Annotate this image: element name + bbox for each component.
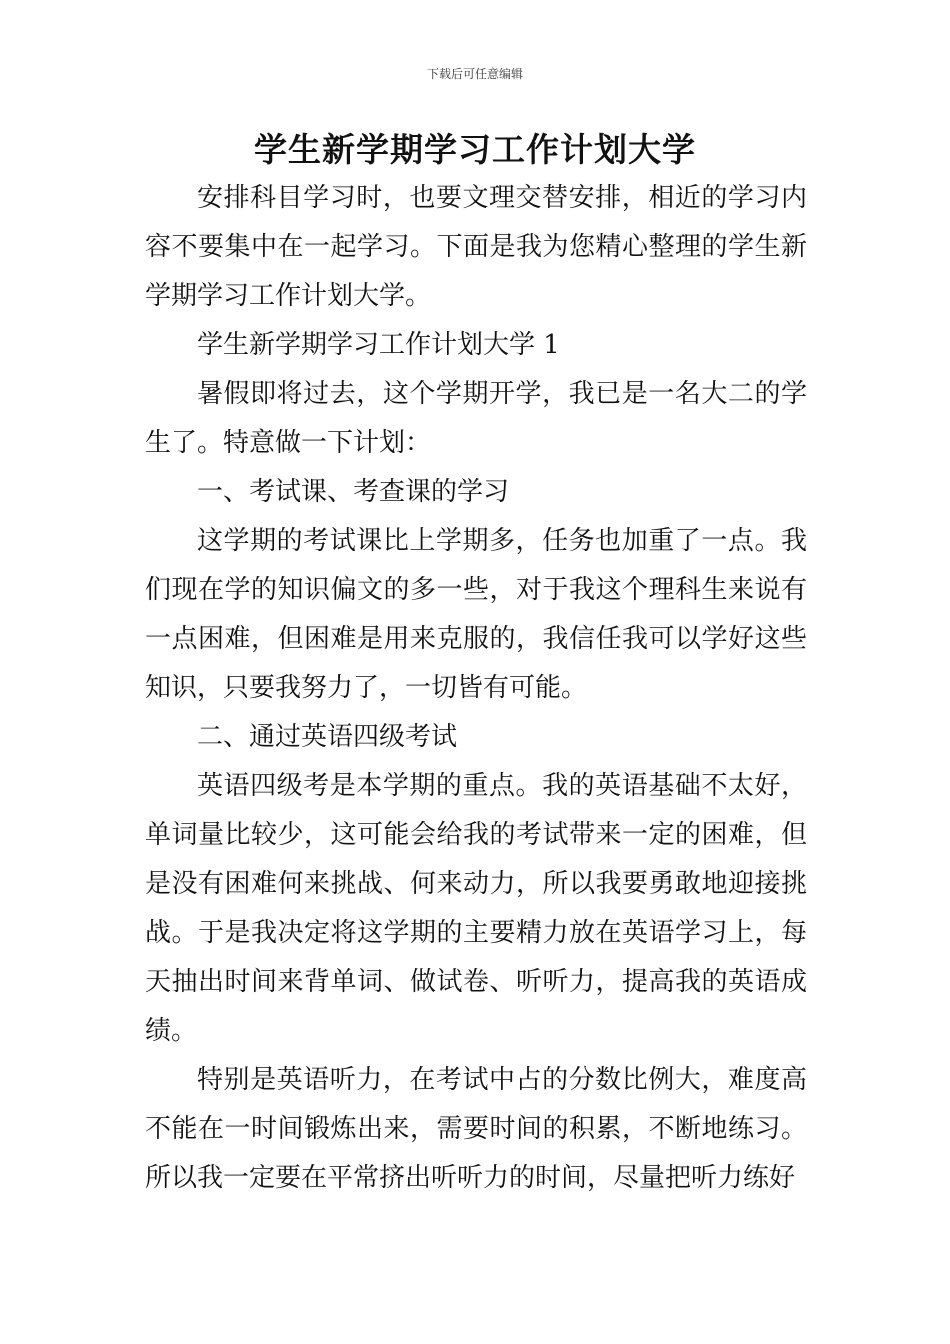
section-heading-exam-courses: 一、考试课、考查课的学习 [197,477,510,507]
intro-paragraph: 安排科目学习时，也要文理交替安排，相近的学习内容不要集中在一起学习。下面是我为您精心整理的学生新学期学习工作计划大学。 [145,183,807,311]
body-paragraph: 英语四级考是本学期的重点。我的英语基础不太好，单词量比较少，这可能会给我的考试带来一定的困难，但是没有困难何来挑战、何来动力，所以我要勇敢地迎接挑战。于是我决定将这学期的主要精力放在英语学习上，每天抽出时间来背单词、做试卷、听听力，提高我的英语成绩。 [145,771,807,1046]
document-title: 学生新学期学习工作计划大学 [254,130,696,169]
body-paragraph: 特别是英语听力，在考试中占的分数比例大，难度高不能在一时间锻炼出来，需要时间的积累，不断地练习。所以我一定要在平常挤出听听力的时间，尽量把听力练好 [145,1065,807,1193]
body-paragraph: 这学期的考试课比上学期多，任务也加重了一点。我们现在学的知识偏文的多一些，对于我这个理科生来说有一点困难，但困难是用来克服的，我信任我可以学好这些知识，只要我努力了，一切皆有可能。 [145,526,807,703]
body-paragraph: 暑假即将过去，这个学期开学，我已是一名大二的学生了。特意做一下计划： [145,379,807,458]
section-heading-cet4: 二、通过英语四级考试 [197,722,458,752]
section-heading-plan-1: 学生新学期学习工作计划大学 1 [197,330,560,360]
document-body [145,174,807,1203]
header-note: 下载后可任意编辑 [426,67,523,81]
